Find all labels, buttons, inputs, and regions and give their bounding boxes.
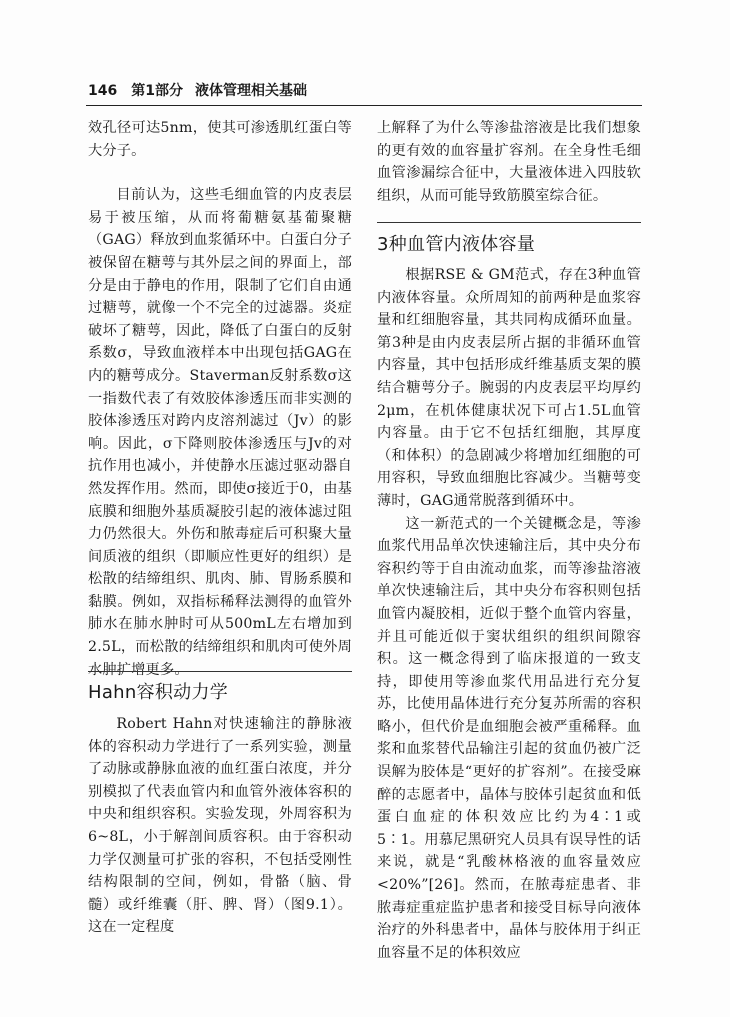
part-label: 第1部分 <box>131 83 183 99</box>
left-paragraph-1: 效孔径可达5nm，使其可渗透肌红蛋白等大分子。 <box>88 120 352 159</box>
right-column-bottom <box>377 264 641 964</box>
right-paragraph-1: 上解释了为什么等渗盐溶液是比我们想象的更有效的血容量扩容剂。在全身性毛细血管渗漏综合征中，大量液体进入四肢软组织，从而可能导致筋膜室综合征。 <box>377 120 641 204</box>
left-column-bottom <box>88 713 352 939</box>
part-title: 液体管理相关基础 <box>194 83 307 99</box>
right-column-top <box>377 117 641 207</box>
left-column-top <box>88 117 352 681</box>
left-paragraph-2: 目前认为，这些毛细血管的内皮表层易于被压缩，从而将葡糖氨基葡聚糖（GAG）释放到血浆循环中。白蛋白分子被保留在糖萼与其外层之间的界面上，部分是由于静电的作用，限制了它们自由通过糖萼，就像一个不完全的过滤器。炎症破坏了糖萼，因此，降低了白蛋白的反射系数σ，导致血液样本中出现包括GAG在内的糖萼成分。Staverman反射系数σ这一指数代表了有效胶体渗透压而非实测的胶体渗透压对跨内皮溶剂滤过（Jv）的影响。因此，σ下降则胶体渗透压与Jv的对抗作用也减小，并使静水压滤过驱动器自然发挥作用。然而，即使σ接近于0，由基底膜和细胞外基质凝胶引起的液体滤过阻力仍然很大。外伤和脓毒症后可积聚大量间质液的组织（即顺应性更好的组织）是松散的结缔组织、肌肉、肺、胃肠系膜和黏膜。例如，双指标稀释法测得的血管外肺水在肺水肿时可从500mL左右增加到2.5L，而松散的结缔组织和肌肉可使外周水肿扩增更多。 <box>88 187 352 678</box>
section-heading-hahn: Hahn容积动力学 <box>88 682 229 703</box>
section-heading-volumes: 3种血管内液体容量 <box>377 234 536 255</box>
left-paragraph-3: Robert Hahn对快速输注的静脉液体的容积动力学进行了一系列实验，测量了动脉或静脉血液的血红蛋白浓度，并分别模拟了代表血管内和血管外液体容积的中央和组织容积。实验发现，外周容积为6~8L，小于解剖间质容积。由于容积动力学仅测量可扩张的容积，不包括受刚性结构限制的空间，例如，骨骼（脑、骨髓）或纤维囊（肝、脾、肾）（图9.1）。这在一定程度 <box>88 716 352 936</box>
right-paragraph-2: 根据RSE & GM范式，存在3种血管内液体容量。众所周知的前两种是血浆容量和红细胞容量，其共同构成循环血量。第3种是由内皮表层所占据的非循环血管内容量，其中包括形成纤维基质支架的膜结合糖萼分子。腕弱的内皮表层平均厚约2μm，在机体健康状况下可占1.5L血管内容量。由于它不包括红细胞，其厚度（和体积）的急剧减少将增加红细胞的可用容积，导致血细胞比容减少。当糖萼变薄时，GAG通常脱落到循环中。 <box>377 267 641 509</box>
section-rule-right <box>377 222 641 223</box>
running-header <box>88 80 642 100</box>
section-rule-left <box>88 671 352 672</box>
right-paragraph-3: 这一新范式的一个关键概念是，等渗血浆代用品单次快速输注后，其中央分布容积约等于自由流动血浆，而等渗盐溶液单次快速输注后，其中央分布容积则包括血管内凝胶相，近似于整个血管内容量，并且可能近似于窦状组织的组织间隙容积。这一概念得到了临床报道的一致支持，即使用等渗血浆代用品进行充分复苏，比使用晶体进行充分复苏所需的容积略小，但代价是血细胞会被严重稀释。血浆和血浆替代品输注引起的贫血仍被广泛误解为胶体是“更好的扩容剂”。在接受麻醉的志愿者中，晶体与胶体引起贫血和低蛋白血症的体积效应比约为4∶1或5∶1。用慕尼黑研究人员具有误导性的话来说，就是“乳酸林格液的血容量效应<20%”[26]。然而，在脓毒症患者、非脓毒症重症监护患者和接受目标导向液体治疗的外科患者中，晶体与胶体用于纠正血容量不足的体积效应 <box>377 515 641 961</box>
page-number: 146 <box>88 83 118 99</box>
header-rule <box>86 105 642 106</box>
